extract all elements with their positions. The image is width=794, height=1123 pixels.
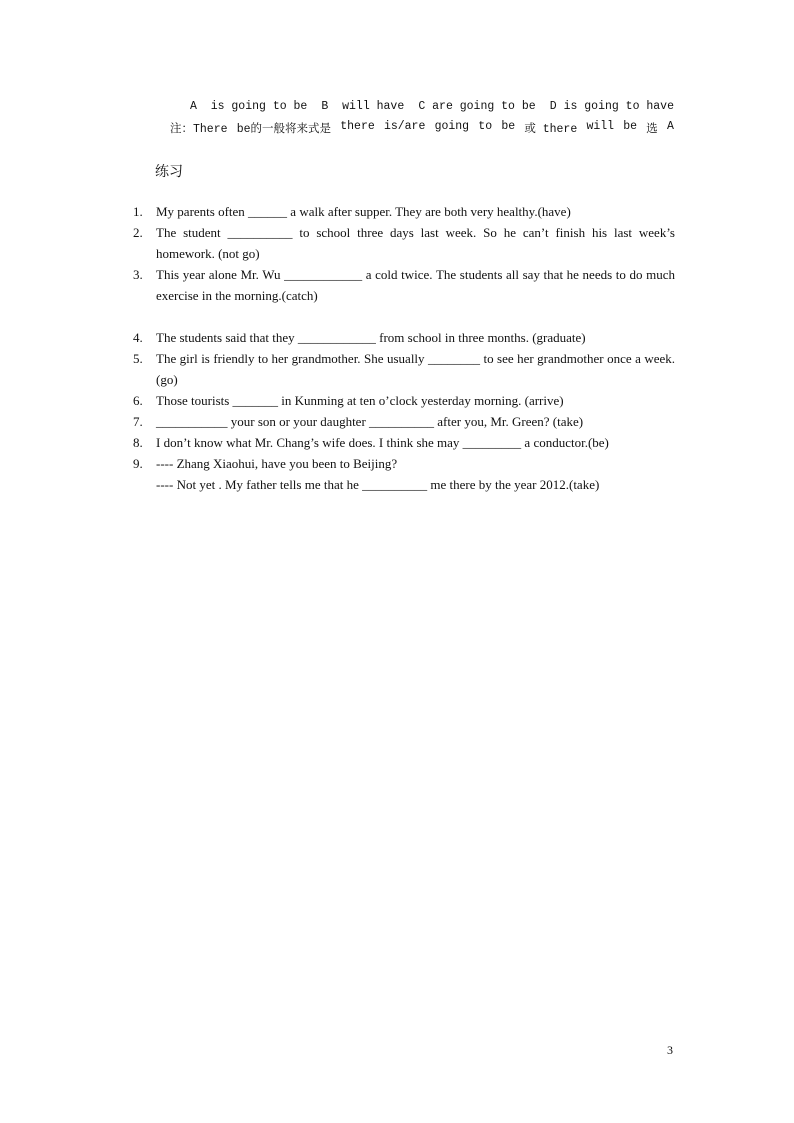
section-heading: 练习 [155,164,183,180]
item-text: Those tourists _______ in Kunming at ten o’clock yesterday morning. (arrive) [156,393,564,408]
dialogue-answer: ---- Not yet . My father tells me that he __________ me there by the year 2012.(take) [156,477,600,492]
note-word: will [586,120,615,133]
list-item [133,453,675,474]
note-word: 或 there [524,123,578,136]
item-number: 5. [133,351,143,366]
item-number: 8. [133,435,143,450]
item-text: My parents often ______ a walk after supper. They are both very healthy.(have) [156,204,571,219]
option-c: C are going to be [418,100,536,113]
note-word: be的一般将来式是 [236,123,332,136]
list-item [133,222,675,264]
item-number: 4. [133,330,143,345]
item-text: The girl is friendly to her grandmother. She usually ________ to see her grandmother once a week.(go) [156,351,675,387]
list-item [133,390,675,411]
option-d: D is going to have [549,100,674,113]
item-text: The student __________ to school three days last week. So he can’t finish his last week’s homework. (not go) [156,225,675,261]
grammar-note [170,120,674,136]
note-word: be [501,120,516,133]
note-word: 注：There [170,123,228,136]
note-word: 选 [646,123,658,136]
item-text: The students said that they ____________ from school in three months. (graduate) [156,330,586,345]
option-a: A is going to be [190,100,308,113]
note-word: going [434,120,470,133]
item-text: This year alone Mr. Wu ____________ a cold twice. The students all say that he needs to do much exercise in the morning.(catch) [156,267,675,303]
list-item-continuation [133,474,675,495]
page-number: 3 [667,1043,673,1057]
answer-options [190,100,674,113]
note-word: be [623,120,638,133]
note-word: to [478,120,493,133]
item-number: 9. [133,456,143,471]
list-item [133,327,675,348]
item-text: ___________ your son or your daughter __________ after you, Mr. Green? (take) [156,414,584,429]
note-word: is/are [383,120,426,133]
exercise-list [133,201,675,495]
list-item [133,348,675,390]
item-number: 2. [133,225,143,240]
item-number: 1. [133,204,143,219]
list-item [133,411,675,432]
item-text: ---- Zhang Xiaohui, have you been to Beijing? [156,456,398,471]
item-text: I don’t know what Mr. Chang’s wife does. I think she may _________ a conductor.(be) [156,435,609,450]
note-word: there [340,120,375,133]
list-item [133,264,675,306]
option-b: B will have [321,100,405,113]
item-number: 7. [133,414,143,429]
item-number: 6. [133,393,143,408]
note-word: A [666,120,674,133]
spacer [133,306,675,327]
list-item [133,432,675,453]
item-number: 3. [133,267,143,282]
list-item [133,201,675,222]
